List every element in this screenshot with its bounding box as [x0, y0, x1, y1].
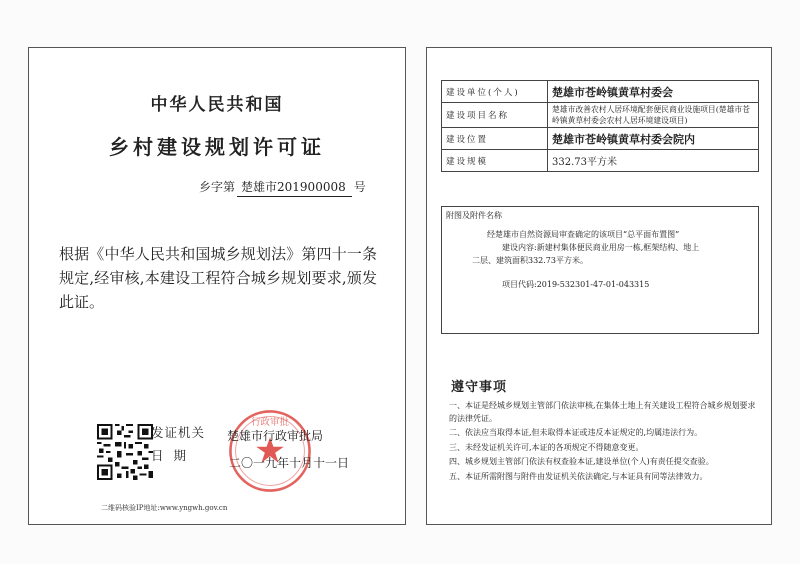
attachments-text: 建设内容:新建村集体便民商业用房一栋,框架结构、地上 [502, 243, 700, 252]
qr-verify-text: 二维码核验IP地址:www.yngwh.gov.cn [101, 504, 228, 512]
field-label: 建设项目名称 [442, 103, 548, 128]
cert-suffix: 号 [353, 180, 366, 194]
date-label: 日期 [151, 448, 197, 463]
project-info-table [441, 80, 759, 172]
rules-title: 遵守事项 [451, 380, 508, 395]
official-seal-icon [227, 408, 313, 494]
certificate-number-line [199, 178, 366, 197]
issue-date: 二〇一九年十月十一日 [229, 456, 350, 470]
rule-text: 二、依法应当取得本证,但未取得本证或违反本证规定的,均属违法行为。 [449, 428, 703, 437]
issuer-value: 楚雄市行政审批局 [227, 429, 324, 443]
rule-text: 三、未经发证机关许可,本证的各项规定不得随意变更。 [449, 442, 644, 452]
attachments-text: 二层、建筑面积332.73平方米。 [472, 256, 588, 265]
certificate-title: 乡村建设规划许可证 [109, 135, 325, 159]
list-item [449, 471, 757, 484]
project-code: 项目代码:2019-532301-47-01-043315 [502, 280, 650, 289]
field-label: 建设位置 [442, 128, 548, 150]
cert-number: 楚雄市201900008 [237, 178, 352, 197]
field-value: 楚雄市改善农村人居环境配套便民商业设施项目(楚雄市苍岭镇黄草村委会农村人居环境建设项目) [548, 103, 759, 128]
rule-text: 五、本证所需附图与附件由发证机关依法确定,与本证具有同等法律效力。 [449, 471, 708, 481]
field-label: 建设单位(个人) [442, 81, 548, 103]
attachments-title: 附图及附件名称 [446, 211, 502, 220]
seal-text: 行政审批 [251, 417, 289, 429]
list-item [449, 400, 757, 425]
list-item [449, 427, 757, 440]
attachments-text: 经楚雄市自然资源局审查确定的该项目“总平面布置图” [487, 230, 680, 239]
cert-prefix: 乡字第 [199, 180, 236, 194]
rule-text: 四、城乡规划主管部门依法有权查验本证,建设单位(个人)有责任提交查验。 [449, 457, 714, 466]
right-page [426, 47, 772, 525]
field-value: 332.73平方米 [548, 150, 759, 172]
rules-list [449, 400, 757, 485]
field-value: 楚雄市苍岭镇黄草村委会院内 [548, 128, 759, 150]
issuer-label: 发证机关 [151, 425, 206, 440]
rule-text: 一、本证是经城乡规划主管部门依法审核,在集体土地上有关建设工程符合城乡规划要求的法律凭证。 [449, 401, 756, 423]
left-page [28, 47, 406, 525]
field-label: 建设规模 [442, 150, 548, 172]
attachments-box [441, 206, 759, 334]
table-row [442, 128, 759, 150]
table-row [442, 81, 759, 103]
field-value: 楚雄市苍岭镇黄草村委会 [548, 81, 759, 103]
table-row [442, 150, 759, 172]
qr-code-icon [97, 424, 153, 480]
table-row [442, 103, 759, 128]
list-item [449, 442, 757, 455]
certificate-body-text: 根据《中华人民共和国城乡规划法》第四十一条规定,经审核,本建设工程符合城乡规划要求,颁发此证。 [59, 245, 377, 311]
list-item [449, 456, 757, 469]
country-name: 中华人民共和国 [150, 95, 284, 115]
